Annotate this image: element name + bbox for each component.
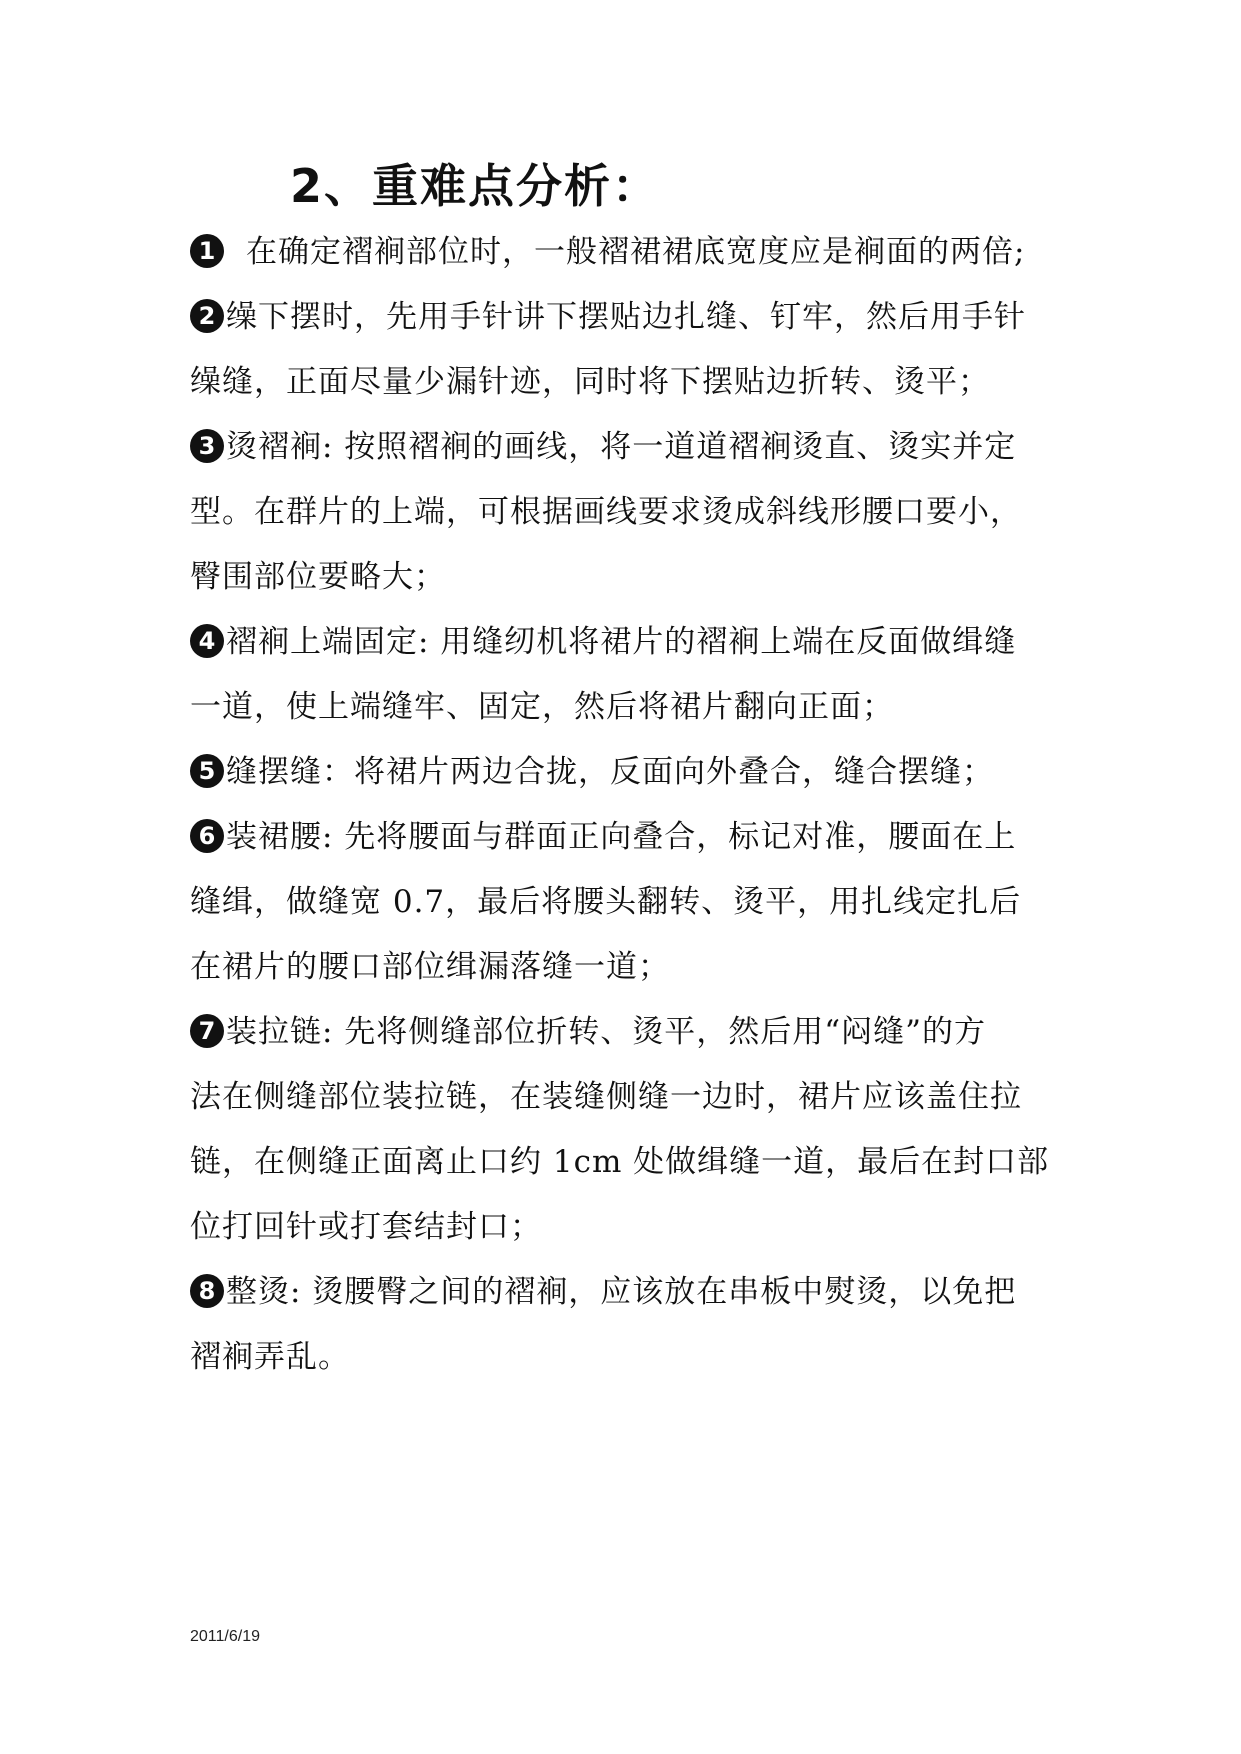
item-3-line-3: 臀围部位要略大； — [190, 559, 446, 595]
analysis-list — [190, 220, 1090, 1390]
item-7-line-1: 装拉链: 先将侧缝部位折转、烫平，然后用“闷缝”的方 — [226, 1014, 986, 1050]
item-7-line-4: 位打回针或打套结封口； — [190, 1209, 542, 1245]
item-3-line-1: 烫褶裥: 按照褶裥的画线，将一道道褶裥烫直、烫实并定 — [226, 429, 1017, 465]
item-4-line-2: 一道，使上端缝牢、固定，然后将裙片翻向正面； — [190, 689, 894, 725]
footer-date: 2011/6/19 — [190, 1628, 260, 1645]
item-5-line-1: 缝摆缝：将裙片两边合拢，反面向外叠合，缝合摆缝； — [226, 754, 994, 790]
item-2-line-1: 缲下摆时，先用手针讲下摆贴边扎缝、钉牢，然后用手针 — [226, 299, 1026, 335]
page-title: 2、重难点分析： — [290, 159, 661, 213]
item-8-line-1: 整烫: 烫腰臀之间的褶裥，应该放在串板中熨烫，以免把 — [226, 1274, 1017, 1310]
list-item-8 — [190, 1260, 1090, 1325]
item-6-line-3: 在裙片的腰口部位缉漏落缝一道； — [190, 949, 670, 985]
list-item-7 — [190, 1000, 1090, 1065]
item-2-line-2: 缲缝，正面尽量少漏针迹，同时将下摆贴边折转、烫平； — [190, 364, 990, 400]
number-badge-8: 8 — [190, 1274, 224, 1308]
item-7-line-2: 法在侧缝部位装拉链，在装缝侧缝一边时，裙片应该盖住拉 — [190, 1079, 1022, 1115]
item-8-line-2: 褶裥弄乱。 — [190, 1339, 350, 1375]
list-item-5 — [190, 740, 1090, 805]
list-item-4 — [190, 610, 1090, 675]
list-item-3 — [190, 415, 1090, 480]
number-badge-4: 4 — [190, 624, 224, 658]
number-badge-3: 3 — [190, 429, 224, 463]
number-badge-5: 5 — [190, 754, 224, 788]
list-item-1 — [190, 220, 1090, 285]
number-badge-1: 1 — [190, 234, 224, 268]
number-badge-6: 6 — [190, 819, 224, 853]
list-item-6 — [190, 805, 1090, 870]
item-6-line-1: 装裙腰: 先将腰面与群面正向叠合，标记对准，腰面在上 — [226, 819, 1017, 855]
item-3-line-2: 型。在群片的上端，可根据画线要求烫成斜线形腰口要小， — [190, 494, 1022, 530]
number-badge-7: 7 — [190, 1014, 224, 1048]
item-7-line-3: 链，在侧缝正面离止口约 1cm 处做缉缝一道，最后在封口部 — [190, 1144, 1050, 1180]
item-6-line-2: 缝缉，做缝宽 0.7，最后将腰头翻转、烫平，用扎线定扎后 — [190, 884, 1022, 920]
item-1-line-1: 在确定褶裥部位时，一般褶裙裙底宽度应是裥面的两倍; — [246, 234, 1026, 270]
item-4-line-1: 褶裥上端固定: 用缝纫机将裙片的褶裥上端在反面做缉缝 — [226, 624, 1017, 660]
list-item-2 — [190, 285, 1090, 350]
number-badge-2: 2 — [190, 299, 224, 333]
